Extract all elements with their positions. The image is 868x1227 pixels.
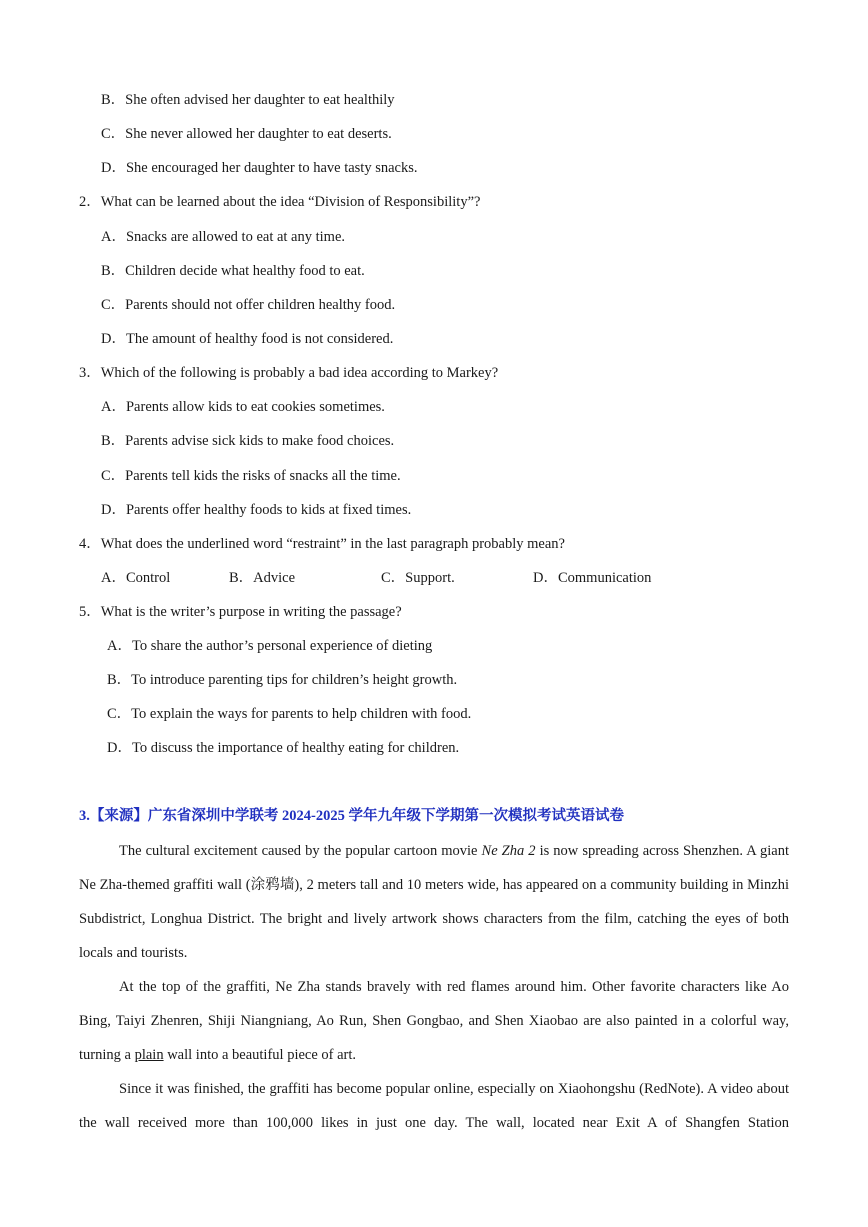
option-text: Support. <box>405 570 455 586</box>
q1-option-d[interactable] <box>101 159 418 177</box>
passage-text: The cultural excitement caused by the popular cartoon movie <box>119 843 482 859</box>
option-text: Parents tell kids the risks of snacks all the time. <box>125 468 401 484</box>
option-letter: B． <box>101 433 126 449</box>
option-text: To share the author’s personal experience of dieting <box>131 638 433 654</box>
option-letter: C． <box>101 468 126 484</box>
q2-option-a[interactable] <box>101 228 345 246</box>
q5-stem: 5．What is the writer’s purpose in writing the passage? <box>79 604 402 620</box>
option-text: Snacks are allowed to eat at any time. <box>125 229 346 245</box>
option-letter: A． <box>101 570 126 586</box>
option-letter: D． <box>101 502 126 518</box>
option-letter: C． <box>101 126 126 142</box>
q3-stem: 3．Which of the following is probably a bad idea according to Markey? <box>79 365 499 381</box>
q4-option-d[interactable] <box>533 569 651 587</box>
option-letter: D． <box>101 331 126 347</box>
q3-option-b[interactable] <box>101 432 394 450</box>
q3-option-d[interactable] <box>101 501 411 519</box>
option-letter: C． <box>107 706 132 722</box>
passage-text: Since it was finished, the graffiti has become popular online, especially on Xiaohongshu (RedNote). A video about the wall received more than 100,000 likes in just one day. The wall, located near Exit A of Shangfen Station <box>79 1081 789 1131</box>
q3-option-c[interactable] <box>101 467 401 485</box>
option-letter: A． <box>107 638 132 654</box>
option-letter: C． <box>381 570 406 586</box>
q4-option-c[interactable] <box>381 569 455 587</box>
q4-stem: 4．What does the underlined word “restraint” in the last paragraph probably mean? <box>79 536 565 552</box>
option-text: Parents should not offer children healthy food. <box>125 297 396 313</box>
option-text: The amount of healthy food is not considered. <box>125 331 394 347</box>
passage-text: At the top of the graffiti, Ne Zha stands bravely with red flames around him. Other favorite characters like Ao Bing, Taiyi Zhenren, Shiji Niangniang, Ao Run, Shen Gongbao, and Shen Xiaobao are also painted in a colorful way, turning a <box>79 979 789 1063</box>
option-letter: A． <box>101 399 126 415</box>
reading-passage <box>79 834 789 1140</box>
option-text: She often advised her daughter to eat healthily <box>125 92 395 108</box>
q4-option-a[interactable] <box>101 569 170 587</box>
passage-paragraph-1 <box>79 834 789 970</box>
q2-stem: 2．What can be learned about the idea “Division of Responsibility”? <box>79 194 481 210</box>
movie-title: Ne Zha 2 <box>481 843 536 859</box>
passage-paragraph-2 <box>79 970 789 1072</box>
option-text: Children decide what healthy food to eat. <box>125 263 365 279</box>
option-text: Parents advise sick kids to make food choices. <box>125 433 395 449</box>
option-letter: C． <box>101 297 126 313</box>
source-heading: 3.【来源】广东省深圳中学联考 2024-2025 学年九年级下学期第一次模拟考试英语试卷 <box>79 808 624 824</box>
q5-option-b[interactable] <box>107 671 457 689</box>
q1-option-c[interactable] <box>101 125 392 143</box>
q1-option-b[interactable] <box>101 91 395 109</box>
option-letter: B． <box>107 672 132 688</box>
option-text: To introduce parenting tips for children’s height growth. <box>131 672 458 688</box>
q5-option-a[interactable] <box>107 637 432 655</box>
option-text: Communication <box>557 570 652 586</box>
option-letter: D． <box>533 570 558 586</box>
passage-text: is now spreading across Shenzhen. A giant Ne Zha-themed graffiti wall (涂鸦墙), 2 meters tall and 10 meters wide, has appeared on a community building in Minzhi Subdistrict, Longhua District. The bright and lively artwork shows characters from the film, catching the eyes of both locals and tourists. <box>79 843 789 961</box>
option-text: She encouraged her daughter to have tasty snacks. <box>125 160 418 176</box>
option-text: Parents offer healthy foods to kids at fixed times. <box>125 502 412 518</box>
option-text: Control <box>125 570 171 586</box>
passage-paragraph-3 <box>79 1072 789 1140</box>
q5-option-d[interactable] <box>107 739 459 757</box>
q5-option-c[interactable] <box>107 705 471 723</box>
q2-option-b[interactable] <box>101 262 365 280</box>
option-letter: A． <box>101 229 126 245</box>
underlined-word: plain <box>134 1047 164 1063</box>
passage-text: wall into a beautiful piece of art. <box>163 1047 357 1063</box>
option-text: Advice <box>253 570 296 586</box>
q3-option-a[interactable] <box>101 398 385 416</box>
option-text: To explain the ways for parents to help children with food. <box>131 706 472 722</box>
option-letter: B． <box>101 263 126 279</box>
option-text: She never allowed her daughter to eat deserts. <box>125 126 392 142</box>
q2-option-d[interactable] <box>101 330 393 348</box>
q2-option-c[interactable] <box>101 296 395 314</box>
option-letter: B． <box>101 92 126 108</box>
option-text: To discuss the importance of healthy eating for children. <box>131 740 460 756</box>
option-letter: B． <box>229 570 254 586</box>
option-letter: D． <box>101 160 126 176</box>
q4-option-b[interactable] <box>229 569 295 587</box>
option-text: Parents allow kids to eat cookies sometimes. <box>125 399 385 415</box>
option-letter: D． <box>107 740 132 756</box>
